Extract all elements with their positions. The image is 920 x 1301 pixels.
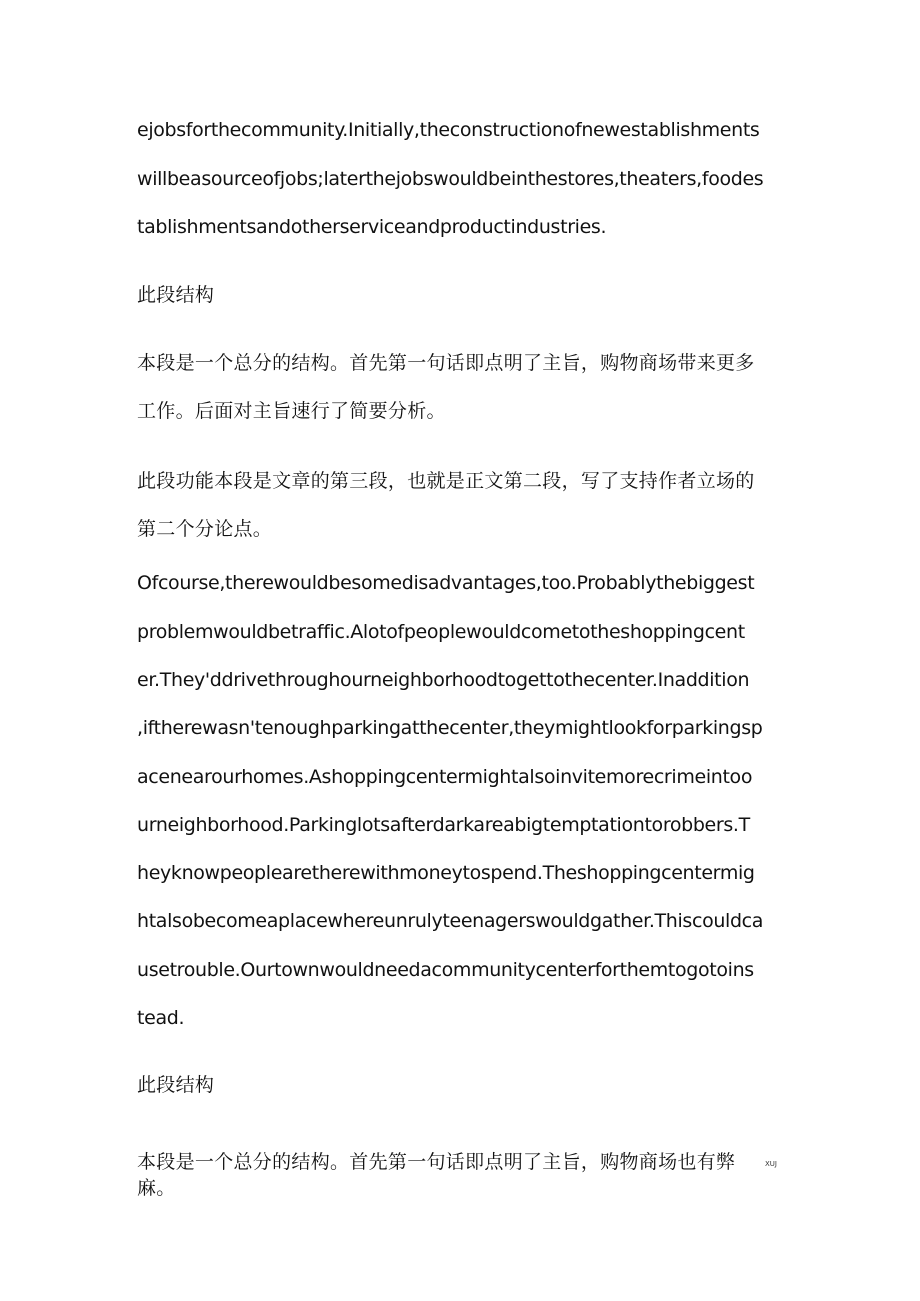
paragraph-line: usetrouble.Ourtownwouldneedacommunitycenterforthemtogotoins xyxy=(137,959,754,981)
section-heading: 此段结构 xyxy=(137,1074,215,1096)
paragraph-line: willbeasourceofjobs;laterthejobswouldbeinthestores,theaters,foodes xyxy=(137,168,764,190)
paragraph-line: tablishmentsandotherserviceandproductindustries. xyxy=(137,216,607,238)
structure-line: 工作。后面对主旨速行了简要分析。 xyxy=(137,400,446,422)
structure-line: 本段是一个总分的结构。首先第一句话即点明了主旨，购物商场也有弊 xyxy=(137,1151,736,1173)
structure-line: 本段是一个总分的结构。首先第一句话即点明了主旨，购物商场带来更多 xyxy=(137,352,755,374)
function-line: 此段功能本段是文章的第三段，也就是正文第二段，写了支持作者立场的 xyxy=(137,470,755,492)
paragraph-line: ejobsforthecommunity.Initially,theconstructionofnewestablishments xyxy=(137,119,760,141)
function-line: 第二个分论点。 xyxy=(137,518,273,540)
paragraph-line: urneighborhood.Parkinglotsafterdarkareabigtemptationtorobbers.T xyxy=(137,814,750,836)
paragraph-line: htalsobecomeaplacewhereunrulyteenagerswouldgather.Thiscouldca xyxy=(137,910,764,932)
paragraph-line: acenearourhomes.Ashoppingcentermightalsoinvitemorecrimeintoo xyxy=(137,766,753,788)
paragraph-line: tead. xyxy=(137,1007,185,1029)
section-heading: 此段结构 xyxy=(137,284,215,306)
paragraph-line: Ofcourse,therewouldbesomedisadvantages,too.Probablythebiggest xyxy=(137,572,755,594)
paragraph-line: ,iftherewasn'tenoughparkingatthecenter,theymightlookforparkingsp xyxy=(137,717,763,739)
structure-line: 麻。 xyxy=(137,1177,176,1199)
margin-mark: XUJ xyxy=(765,1160,777,1168)
paragraph-line: heyknowpeoplearetherewithmoneytospend.Theshoppingcentermig xyxy=(137,862,755,884)
paragraph-line: problemwouldbetraffic.Alotofpeoplewouldcometotheshoppingcent xyxy=(137,621,745,643)
paragraph-line: er.They'ddrivethroughourneighborhoodtogettothecenter.Inaddition xyxy=(137,669,750,691)
